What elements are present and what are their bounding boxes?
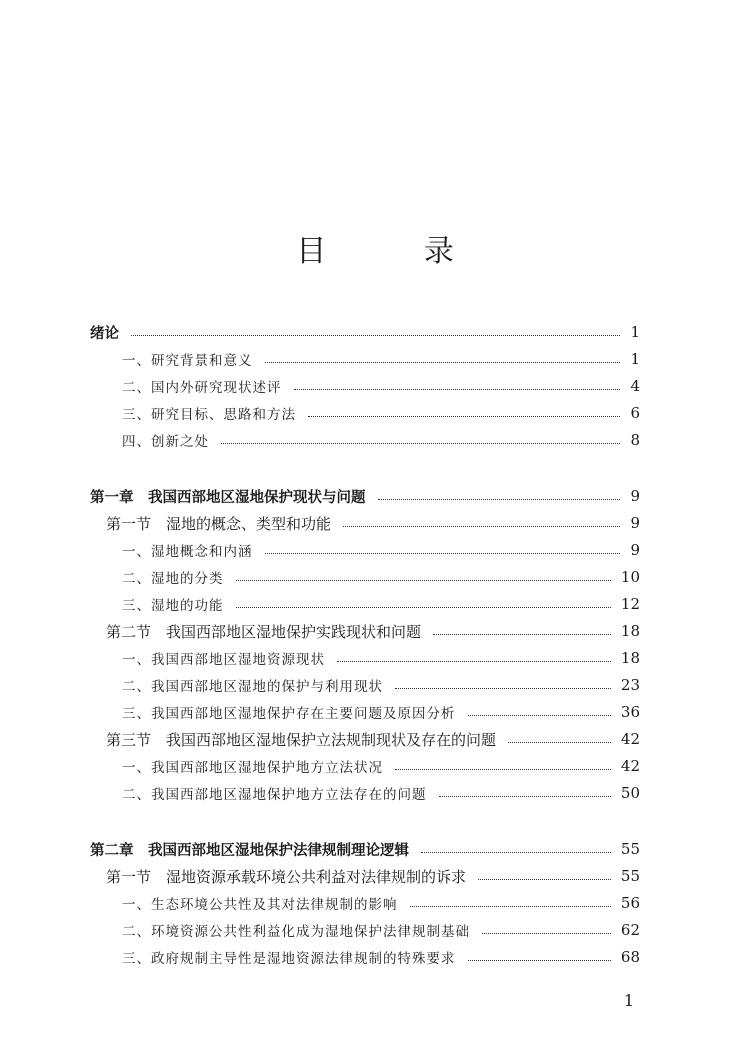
dot-leader — [468, 715, 611, 716]
toc-entry-label: 第一节 湿地的概念、类型和功能 — [106, 514, 332, 533]
toc-entry-item[interactable] — [122, 347, 640, 371]
toc-entry-page: 18 — [620, 649, 640, 667]
toc-entry-page: 18 — [620, 622, 640, 640]
toc-entry-label: 二、湿地的分类 — [122, 571, 224, 587]
toc-entry-label: 一、湿地概念和内涵 — [122, 544, 253, 560]
toc-entry-item[interactable] — [122, 781, 640, 805]
toc-entry-label: 一、我国西部地区湿地保护地方立法状况 — [122, 760, 383, 776]
dot-leader — [131, 335, 620, 336]
toc-entry-item[interactable] — [122, 565, 640, 589]
dot-leader — [221, 443, 620, 444]
toc-entry-label: 绪论 — [90, 325, 119, 342]
toc-entry-label: 二、国内外研究现状述评 — [122, 380, 282, 396]
toc-entry-page: 1 — [630, 323, 640, 341]
toc-entry-item[interactable] — [122, 538, 640, 562]
toc-entry-item[interactable] — [122, 700, 640, 724]
toc-entry-page: 42 — [620, 757, 640, 775]
toc-entry-page: 42 — [620, 730, 640, 748]
toc-entry-item[interactable] — [122, 673, 640, 697]
toc-entry-chapter[interactable] — [90, 320, 640, 344]
dot-leader — [236, 580, 611, 581]
toc-entry-page: 56 — [620, 894, 640, 912]
dot-leader — [478, 879, 611, 880]
dot-leader — [410, 906, 611, 907]
toc-entry-page: 9 — [630, 541, 640, 559]
dot-leader — [439, 796, 611, 797]
dot-leader — [468, 960, 611, 961]
toc-entry-page: 50 — [620, 784, 640, 802]
toc-entry-page: 8 — [630, 431, 640, 449]
dot-leader — [421, 852, 611, 853]
toc-entry-item[interactable] — [122, 891, 640, 915]
toc-entry-item[interactable] — [122, 401, 640, 425]
toc-entry-page: 9 — [630, 487, 640, 505]
toc-entry-page: 62 — [620, 921, 640, 939]
page-title: 目 录 — [296, 234, 498, 269]
dot-leader — [265, 362, 621, 363]
toc-entry-item[interactable] — [122, 646, 640, 670]
toc-entry-section[interactable] — [106, 511, 640, 535]
toc-entry-page: 55 — [620, 867, 640, 885]
toc-entry-page: 68 — [620, 948, 640, 966]
dot-leader — [395, 769, 611, 770]
dot-leader — [337, 661, 611, 662]
dot-leader — [236, 607, 611, 608]
toc-entry-page: 55 — [620, 840, 640, 858]
dot-leader — [265, 553, 621, 554]
dot-leader — [343, 526, 620, 527]
toc-entry-chapter[interactable] — [90, 837, 640, 861]
toc-entry-label: 三、政府规制主导性是湿地资源法律规制的特殊要求 — [122, 951, 456, 967]
toc-entry-label: 四、创新之处 — [122, 434, 209, 450]
toc-entry-item[interactable] — [122, 945, 640, 969]
dot-leader — [308, 416, 620, 417]
toc-entry-page: 4 — [630, 377, 640, 395]
toc-entry-page: 23 — [620, 676, 640, 694]
toc-entry-label: 第三节 我国西部地区湿地保护立法规制现状及存在的问题 — [106, 730, 497, 749]
dot-leader — [508, 742, 611, 743]
toc-entry-item[interactable] — [122, 754, 640, 778]
toc-entry-label: 二、我国西部地区湿地的保护与利用现状 — [122, 679, 383, 695]
toc-entry-section[interactable] — [106, 727, 640, 751]
toc-entry-page: 36 — [620, 703, 640, 721]
toc-entry-label: 一、生态环境公共性及其对法律规制的影响 — [122, 897, 398, 913]
toc-entry-page: 12 — [620, 595, 640, 613]
toc-entry-label: 三、湿地的功能 — [122, 598, 224, 614]
toc-entry-label: 三、研究目标、思路和方法 — [122, 407, 296, 423]
toc-entry-item[interactable] — [122, 592, 640, 616]
toc-entry-label: 一、我国西部地区湿地资源现状 — [122, 652, 325, 668]
toc-entry-item[interactable] — [122, 428, 640, 452]
page-number: 1 — [623, 991, 634, 1010]
dot-leader — [294, 389, 621, 390]
dot-leader — [395, 688, 611, 689]
toc-entry-label: 第二章 我国西部地区湿地保护法律规制理论逻辑 — [90, 842, 409, 859]
toc-entry-page: 6 — [630, 404, 640, 422]
toc-entry-item[interactable] — [122, 918, 640, 942]
dot-leader — [378, 499, 621, 500]
toc-entry-label: 一、研究背景和意义 — [122, 353, 253, 369]
toc-entry-page: 1 — [630, 350, 640, 368]
toc-entry-label: 三、我国西部地区湿地保护存在主要问题及原因分析 — [122, 706, 456, 722]
toc-entry-label: 二、环境资源公共性利益化成为湿地保护法律规制基础 — [122, 924, 470, 940]
toc-entry-section[interactable] — [106, 619, 640, 643]
toc-entry-label: 二、我国西部地区湿地保护地方立法存在的问题 — [122, 787, 427, 803]
toc-entry-label: 第一章 我国西部地区湿地保护现状与问题 — [90, 489, 366, 506]
dot-leader — [433, 634, 611, 635]
toc-entry-page: 10 — [620, 568, 640, 586]
toc-entry-chapter[interactable] — [90, 484, 640, 508]
toc-entry-label: 第一节 湿地资源承载环境公共利益对法律规制的诉求 — [106, 867, 467, 886]
toc-entry-item[interactable] — [122, 374, 640, 398]
toc-entry-label: 第二节 我国西部地区湿地保护实践现状和问题 — [106, 622, 422, 641]
dot-leader — [482, 933, 611, 934]
toc-entry-page: 9 — [630, 514, 640, 532]
toc-entry-section[interactable] — [106, 864, 640, 888]
